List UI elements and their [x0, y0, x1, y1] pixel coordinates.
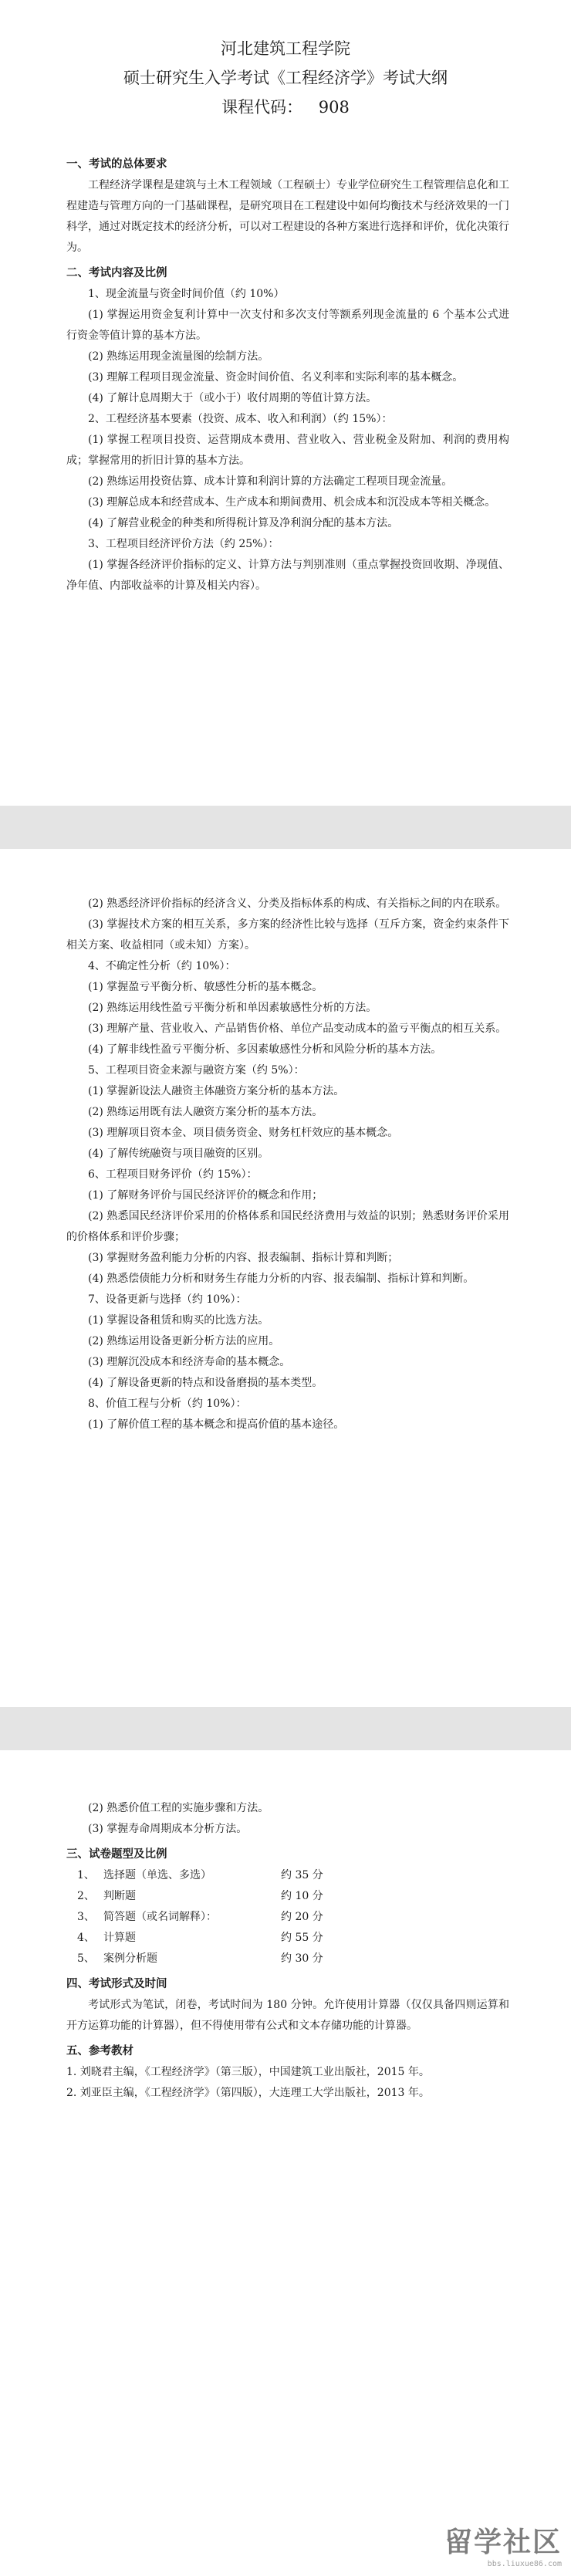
- section-2-list-part-1: [66, 284, 509, 597]
- score-points: 约 20 分: [281, 1911, 323, 1923]
- course-code-label: 课程代码：: [221, 98, 303, 117]
- outline-item: (1) 掌握盈亏平衡分析、敏感性分析的基本概念。: [88, 981, 323, 993]
- outline-item: (3) 理解工程项目现金流量、资金时间价值、名义利率和实际利率的基本概念。: [88, 371, 464, 384]
- outline-item: (4) 了解传统融资与项目融资的区别。: [88, 1148, 269, 1160]
- outline-heading: 5、工程项目资金来源与融资方案（约 5%）：: [88, 1064, 305, 1077]
- outline-item: (1) 掌握运用资金复利计算中一次支付和多次支付等额系列现金流量的 6 个基本公式进行资金等值计算的基本方法。: [66, 309, 509, 342]
- outline-heading: 7、设备更新与选择（约 10%）：: [88, 1293, 247, 1306]
- section-2-title: 二、考试内容及比例: [66, 267, 167, 279]
- reference-item: 1. 刘晓君主编，《工程经济学》（第三版），中国建筑工业出版社，2015 年。: [66, 2066, 430, 2078]
- document-header: [0, 34, 571, 122]
- watermark-logo: 留学社区: [444, 2527, 562, 2558]
- section-1-title: 一、考试的总体要求: [66, 158, 167, 171]
- score-type: 简答题（或名词解释）：: [103, 1911, 217, 1923]
- score-points: 约 55 分: [281, 1932, 323, 1944]
- outline-item: (3) 掌握财务盈利能力分析的内容、报表编制、指标计算和判断；: [88, 1252, 399, 1264]
- section-2-list-part-3: [66, 1798, 509, 1840]
- outline-item: (3) 理解沉没成本和经济寿命的基本概念。: [88, 1356, 291, 1368]
- outline-item: (4) 了解计息周期大于（或小于）收付周期的等值计算方法。: [88, 392, 377, 404]
- outline-item: (2) 熟练运用现金流量图的绘制方法。: [88, 350, 269, 363]
- score-type: 判断题: [103, 1890, 136, 1902]
- document-page-2: [0, 849, 571, 1707]
- outline-heading: 1、现金流量与资金时间价值（约 10%）: [88, 288, 285, 300]
- exam-title: 硕士研究生入学考试《工程经济学》考试大纲: [123, 69, 448, 87]
- outline-item: (4) 了解非线性盈亏平衡分析、多因素敏感性分析和风险分析的基本方法。: [88, 1043, 442, 1056]
- page-2-content: [66, 894, 509, 1435]
- outline-heading: 4、不确定性分析（约 10%）：: [88, 960, 236, 972]
- page-1-content: [66, 150, 509, 597]
- outline-item: (4) 熟悉偿债能力分析和财务生存能力分析的内容、报表编制、指标计算和判断。: [88, 1273, 475, 1285]
- score-type: 案例分析题: [103, 1952, 157, 1965]
- score-number: 4、: [77, 1932, 95, 1944]
- outline-heading: 3、工程项目经济评价方法（约 25%）：: [88, 538, 279, 550]
- course-code: [0, 93, 571, 122]
- section-5-title: 五、参考教材: [66, 2045, 133, 2057]
- document-page-1: [0, 0, 571, 806]
- score-number: 3、: [77, 1911, 95, 1923]
- course-code-value: 908: [318, 98, 350, 117]
- score-points: 约 10 分: [281, 1890, 323, 1902]
- school-name: 河北建筑工程学院: [221, 39, 350, 58]
- score-type: 选择题（单选、多选）: [103, 1869, 211, 1881]
- outline-heading: 2、工程经济基本要素（投资、成本、收入和利润）（约 15%）：: [88, 413, 393, 425]
- outline-item: (1) 了解财务评价与国民经济评价的概念和作用；: [88, 1189, 323, 1202]
- outline-item: (1) 掌握新设法人融资主体融资方案分析的基本方法。: [88, 1085, 345, 1097]
- page-gap: [0, 806, 571, 849]
- outline-item: (2) 熟悉价值工程的实施步骤和方法。: [88, 1802, 269, 1814]
- section-1-body: 工程经济学课程是建筑与土木工程领域（工程硕士）专业学位研究生工程管理信息化和工程建造与管理方向的一门基础课程，是研究项目在工程建设中如何均衡技术与经济效果的一门科学，通过对既定技术的经济分析，可以对工程建设的各种方案进行选择和评价，优化决策行为。: [66, 179, 509, 254]
- page-gap: [0, 1707, 571, 1750]
- document-page-3: [0, 1750, 571, 2576]
- score-points: 约 30 分: [281, 1952, 323, 1965]
- outline-item: (3) 理解总成本和经营成本、生产成本和期间费用、机会成本和沉没成本等相关概念。: [88, 496, 496, 509]
- section-3-title: 三、试卷题型及比例: [66, 1848, 167, 1861]
- score-table: [66, 1865, 509, 1969]
- score-number: 1、: [77, 1869, 95, 1881]
- score-points: 约 35 分: [281, 1869, 323, 1881]
- outline-item: (1) 掌握工程项目投资、运营期成本费用、营业收入、营业税金及附加、利润的费用构成；掌握常用的折旧计算的基本方法。: [66, 434, 509, 467]
- outline-item: (2) 熟悉经济评价指标的经济含义、分类及指标体系的构成、有关指标之间的内在联系。: [88, 898, 507, 910]
- score-type: 计算题: [103, 1932, 136, 1944]
- score-row: [66, 1928, 509, 1949]
- outline-item: (4) 了解设备更新的特点和设备磨损的基本类型。: [88, 1377, 323, 1389]
- page-3-content: [66, 1798, 509, 2104]
- outline-item: (2) 熟悉国民经济评价采用的价格体系和国民经济费用与效益的识别；熟悉财务评价采用的价格体系和评价步骤；: [66, 1210, 509, 1243]
- outline-item: (2) 熟练运用投资估算、成本计算和利润计算的方法确定工程项目现金流量。: [88, 475, 453, 488]
- score-row: [66, 1907, 509, 1928]
- score-number: 2、: [77, 1890, 95, 1902]
- section-4-body: 考试形式为笔试，闭卷，考试时间为 180 分钟。允许使用计算器（仅仅具备四则运算和开方运算功能的计算器），但不得使用带有公式和文本存储功能的计算器。: [66, 1999, 509, 2032]
- outline-heading: 8、价值工程与分析（约 10%）：: [88, 1398, 247, 1410]
- outline-item: (4) 了解营业税金的种类和所得税计算及净利润分配的基本方法。: [88, 517, 399, 529]
- score-row: [66, 1886, 509, 1907]
- section-4-title: 四、考试形式及时间: [66, 1978, 167, 1990]
- reference-item: 2. 刘亚臣主编，《工程经济学》（第四版），大连理工大学出版社，2013 年。: [66, 2087, 430, 2099]
- watermark-url: bbs.liuxue86.com: [487, 2560, 562, 2568]
- outline-item: (3) 理解产量、营业收入、产品销售价格、单位产品变动成本的盈亏平衡点的相互关系。: [88, 1023, 507, 1035]
- outline-item: (2) 熟练运用设备更新分析方法的应用。: [88, 1335, 280, 1347]
- section-2-list-part-2: [66, 894, 509, 1435]
- outline-item: (1) 掌握设备租赁和购买的比选方法。: [88, 1314, 269, 1327]
- score-number: 5、: [77, 1952, 95, 1965]
- outline-item: (1) 了解价值工程的基本概念和提高价值的基本途径。: [88, 1418, 345, 1431]
- outline-item: (3) 掌握寿命周期成本分析方法。: [88, 1823, 248, 1835]
- outline-item: (3) 掌握技术方案的相互关系，多方案的经济性比较与选择（互斥方案，资金约束条件下相关方案、收益相同（或未知）方案）。: [66, 918, 509, 952]
- outline-heading: 6、工程项目财务评价（约 15%）：: [88, 1168, 258, 1181]
- outline-item: (1) 掌握各经济评价指标的定义、计算方法与判别准则（重点掌握投资回收期、净现值、净年值、内部收益率的计算及相关内容）。: [66, 559, 509, 592]
- outline-item: (3) 理解项目资本金、项目债务资金、财务杠杆效应的基本概念。: [88, 1127, 399, 1139]
- score-row: [66, 1865, 509, 1886]
- outline-item: (2) 熟练运用线性盈亏平衡分析和单因素敏感性分析的方法。: [88, 1002, 377, 1014]
- outline-item: (2) 熟练运用既有法人融资方案分析的基本方法。: [88, 1106, 323, 1118]
- score-row: [66, 1949, 509, 1969]
- reference-list: [66, 2062, 509, 2104]
- watermark: [444, 2520, 562, 2568]
